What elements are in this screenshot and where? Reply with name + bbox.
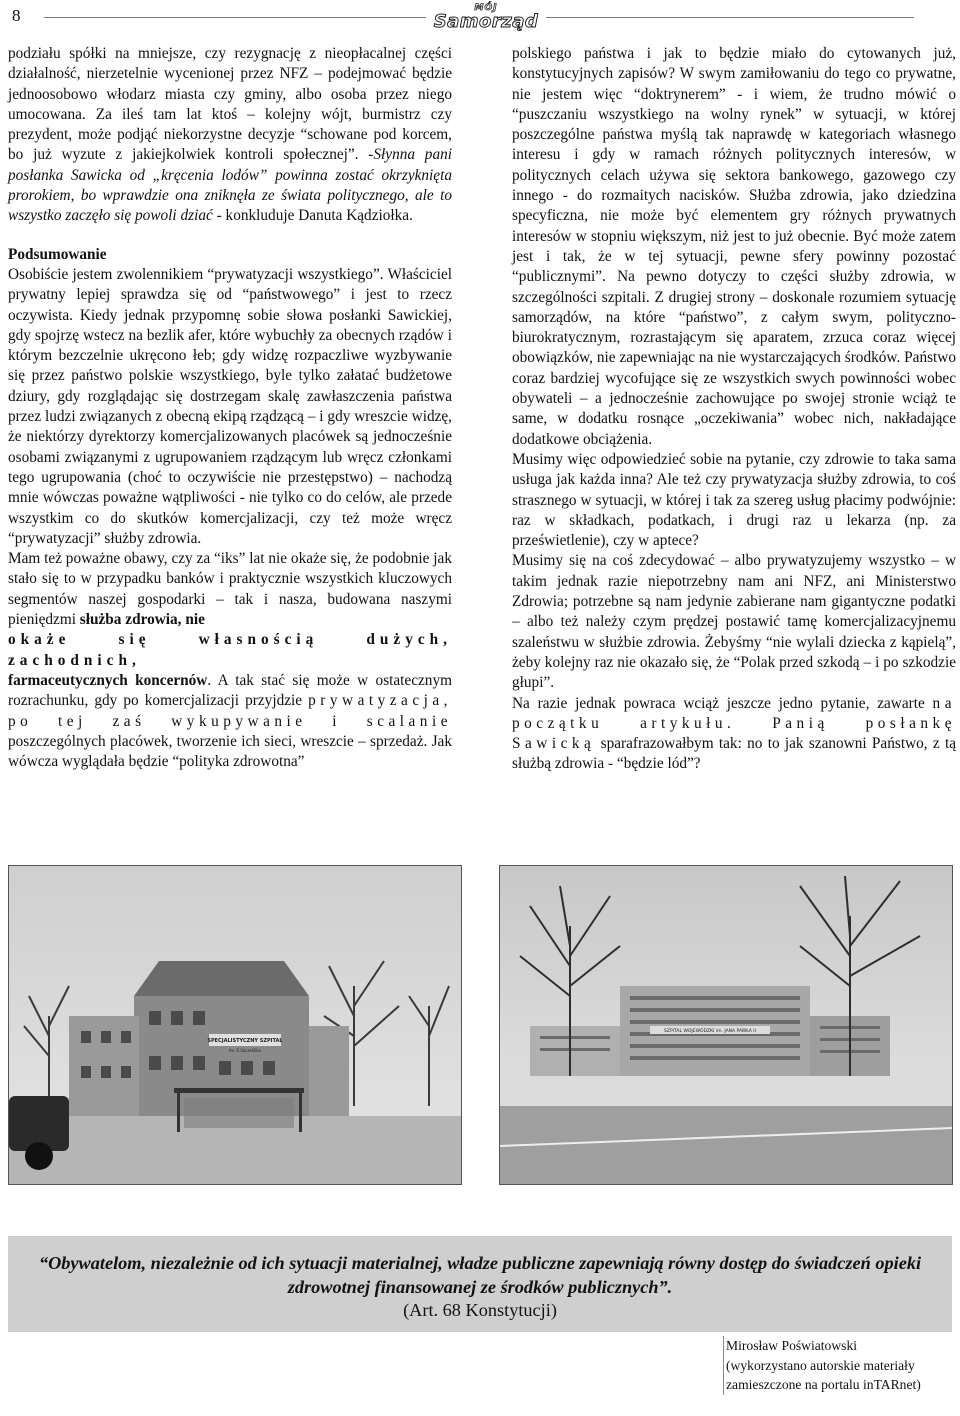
left-photo-sign: SPECJALISTYCZNY SZPITAL [207, 1038, 283, 1044]
left-p3-bold: służba zdrowia, nie [79, 611, 205, 629]
left-paragraph-3 [8, 549, 452, 772]
right-photo-sign: SZPITAL WOJEWÓDZKI im. JANA PAWŁA II [664, 1029, 756, 1034]
magazine-logo [428, 4, 544, 30]
header-rule-right [546, 17, 914, 18]
constitution-quote-source: (Art. 68 Konstytucji) [403, 1300, 557, 1320]
author-box [723, 1336, 954, 1395]
right-p4-spaced: na początku artykułu. Panią posłankę Sawicką [512, 694, 956, 753]
left-p3-g: poszczególnych placówek, tworzenie ich sieci, wreszcie – sprzedaż. Jak wówcza wyglądała będzie “polityka zdrowotna” [8, 732, 452, 771]
author-name: Mirosław Poświatowski [726, 1338, 858, 1353]
page-number: 8 [12, 6, 21, 25]
right-paragraph-4 [512, 694, 956, 775]
right-p4-a: Na razie jednak powraca wciąż jeszcze jedno pytanie, zawarte [512, 694, 933, 712]
left-p3-bold2: farmaceutycznych koncernów [8, 671, 208, 689]
left-p3-spaced2: prywatyzacja, po tej zaś wykupywanie i scalanie [8, 692, 452, 730]
left-p3-a: Mam też poważne obawy, czy za “iks” lat nie okaże się, że podobnie jak stało się to w przypadku banków i praktycznie wszystkich kluczowych segmentów naszej gospodarki – tak i nasza, budowana naszymi pieniędzmi [8, 550, 452, 629]
constitution-quote: “Obywatelom, niezależnie od ich sytuacji materialnej, władze publiczne zapewniają równy dostęp do świadczeń opieki zdrowotnej finansowanej ze środków publicznych”. [38, 1253, 922, 1297]
sawicka-quote: -Słynna pani posłanka Sawicka od „kręcenia lodów” powinna zostać okrzyknięta prorokiem, bo wprawdzie ona zniknęła ze świata politycznego, ale to wszystko zaczęło się powoli dziać [8, 146, 453, 225]
right-paragraph-1: polskiego państwa i jak to będzie miało do cytowanych już, konstytucyjnych zapisów? W swym zamiłowaniu do tego co prywatne, nie jestem więc “doktrynerem” - i wiem, że trudno mówić o “puszczaniu wszystkiego na wolny rynek” w sytuacji, w której poszczególne państwa myślą tak naprawdę w kategoriach własnego interesu i gdy w ramach różnych politycznych interesów, w politycznych celach używa się sektora bankowego, gazowego czy innego - do rozmaitych nacisków. Służba zdrowia, jako dziedzina specyficzna, nie może być elementem gry różnych prywatnych interesów w stopniu większym, niż jest to już obecnie. Być może zatem jest i tak, że w tej sytuacji, pewne sfery powinny pozostać “publicznymi”. Na pewno dotyczy to części służby zdrowia, w szczególności szpitali. Z drugiej strony – doskonale rozumiem sytuację samorządów, na które “państwo”, z całym swym, polityczno-biurokratycznym, rozrastającym się aparatem, zrzuca coraz więcej obowiązków, nie zapewniając na nie wystarczających środków. Państwo coraz bardziej wycofujące się ze wszystkich swych powinności wobec obywateli – a jednocześnie zachowujące po swojej stronie wciąż te same, w dodatku rosnące „oczekiwania” wobec nich, nakładające dodatkowe obciążenia. [512, 45, 956, 448]
hospital-photo-left-image [9, 866, 461, 1184]
left-p1-text: podziału spółki na mniejsze, czy rezygnację z nieopłacalnej części działalność, nierzetelnie wycenionej przez NFZ – podejmować będzie jednoosobowo włodarz miasta czy gminy, albo osoba przez niego umocowana. Za ileś tam lat ktoś – kolejny wójt, burmistrz czy prezydent, może podjąć niekorzystne decyzje “schowane pod korcem, bo już wyzute z jakiejkolwiek kontroli społecznej”. [8, 45, 452, 164]
right-p4-c: sparafrazowałbym tak: no to jak szanowni Państwo, z tą służbą zdrowia - “będzie lód”? [512, 735, 956, 773]
left-column [8, 44, 452, 772]
hospital-photo-right-image [500, 866, 952, 1184]
author-note: (wykorzystano autorskie materiały zamieszczone na portalu inTARnet) [726, 1357, 921, 1392]
right-column [512, 44, 956, 775]
left-photo-sign-2: im. E.Szczeklika [229, 1048, 261, 1053]
left-paragraph-1 [8, 44, 452, 227]
logo-top-text: MÓJ [474, 3, 498, 13]
left-paragraph-2: Osobiście jestem zwolennikiem “prywatyzacji wszystkiego”. Właściciel prywatny lepiej sprawdza się od “państwowego” i jest to rzecz oczywista. Kiedy jednak przypomnę sobie słowa posłanki Sawickiej, gdy spojrzę wstecz na bezlik afer, które wybuchły za obecnych rządów i którym bezczelnie ukręcono łeb; gdy widzę rozpaczliwe wyzbywanie się przez państwo polskie wszystkiego, byle tylko załatać budżetowe dziury, gdy rozglądając się dostrzegam skalę zawłaszczenia państwa przez ludzi związanych z obecną ekipą rządzącą – i gdy wreszcie widzę, że niektórzy dyrektorzy komercjalizowanych placówek są jednocześnie osobami związanymi z ugrupowaniem rządzącym lub wręcz członkami tego ugrupowania (choć to oczywiście nie przestępstwo) – nachodzą mnie wówczas poważne wątpliwości - nie tylko co do celów, ale przede wszystkim co do skutków komercjalizacji, czy też może wręcz “prywatyzacji” służby zdrowia. [8, 265, 452, 547]
logo-bottom-text: Samorząd [433, 11, 539, 32]
section-heading-summary: Podsumowanie [8, 245, 107, 263]
right-paragraph-2: Musimy więc odpowiedzieć sobie na pytanie, czy zdrowie to taka sama usługa jak każda inna? Ale też czy prywatyzacja służby zdrowia, to coś strasznego w sytuacji, w której i tak za szereg usług płacimy podwójnie: raz w składkach, podatkach, i drugi raz u lekarza (np. za prześwietlenie), czy w aptece? [512, 450, 956, 550]
header-rule-left [44, 17, 426, 18]
left-p3-spaced: okaże się własnością dużych, zachodnich, [8, 631, 452, 669]
left-p1-end: - konkluduje Danuta Kądziołka. [212, 207, 413, 225]
hospital-photo-right [499, 865, 953, 1185]
constitution-quote-box [8, 1236, 952, 1332]
right-paragraph-3: Musimy się na coś zdecydować – albo prywatyzujemy wszystko – w takim jednak razie niepotrzebny nam ani NFZ, ani Ministerstwo Zdrowia; potrzebne są nam jedynie zabierane nam gigantyczne podatki – albo też należy czym prędzej postawić tamę komercjalizacyjnemu szaleństwu w służbie zdrowia. Żebyśmy “nie wylali dziecka z kąpielą”, żeby kolejny raz nie okazało się, że “Polak przed szkodą – i po szkodzie głupi”. [512, 552, 956, 692]
left-p3-e: . A tak stać się może w ostatecznym rozrachunku, gdy po komercjalizacji przyjdzie [8, 671, 452, 710]
hospital-photo-left [8, 865, 462, 1185]
